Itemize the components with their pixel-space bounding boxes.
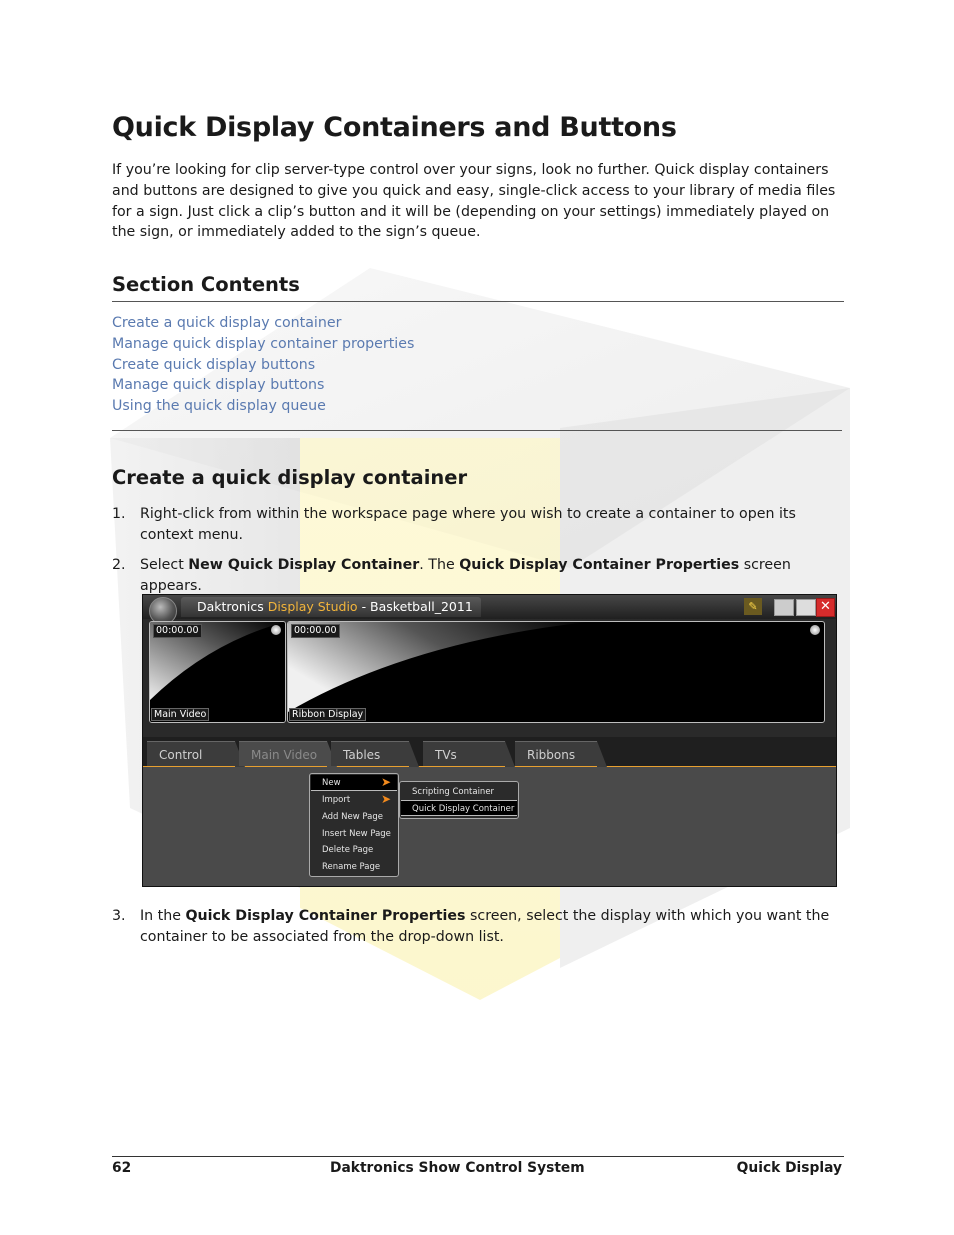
window-controls (744, 598, 834, 616)
menu-item-delete-page[interactable]: Delete Page (322, 845, 374, 855)
step-text (140, 906, 844, 948)
bold-run: Quick Display Container Properties (185, 908, 466, 924)
section-heading: Create a quick display container (112, 466, 468, 489)
footer-divider (112, 1156, 844, 1157)
submenu-arrow-icon: ➤ (380, 775, 391, 789)
preview-ribbon-display[interactable] (287, 621, 825, 723)
tab-control[interactable]: Control (147, 741, 235, 766)
step-number: 1. (112, 506, 126, 522)
footer-section: Quick Display (736, 1160, 842, 1176)
toc-link[interactable]: Create a quick display container (112, 315, 342, 331)
toc-link[interactable]: Manage quick display buttons (112, 377, 325, 394)
tab-bar (143, 737, 836, 767)
text-run: screen appears. (140, 557, 791, 594)
submenu-new (399, 781, 519, 819)
divider (112, 430, 842, 431)
step-1 (112, 504, 844, 546)
menu-item-add-new-page[interactable]: Add New Page (322, 812, 383, 822)
preview-gradient (288, 622, 824, 722)
menu-item-insert-new-page[interactable]: Insert New Page (322, 829, 391, 839)
menu-label: New (322, 778, 341, 788)
menu-label: Import (322, 795, 351, 805)
edit-pencil-icon[interactable]: ✎ (744, 598, 762, 615)
document-name: - Basketball_2011 (361, 599, 473, 614)
step-number: 2. (112, 557, 126, 573)
title-bar (143, 595, 836, 619)
text-run: screen, select the display with which you want the container to be associated from the drop-down list. (140, 908, 830, 945)
intro-paragraph: If you’re looking for clip server-type control over your signs, look no further. Quick display containers and buttons are designed to give you quick and easy, single-click access to your library of media files for a sign. Just click a clip’s button and it will be (depending on your settings) immediately played on the sign, or immediately added to the sign’s queue. (112, 162, 836, 241)
text-run: In the (140, 908, 186, 924)
tab-tables[interactable]: Tables (331, 741, 409, 766)
page-title: Quick Display Containers and Buttons (112, 112, 677, 143)
submenu-item-scripting-container[interactable]: Scripting Container (412, 787, 495, 797)
menu-item-rename-page[interactable]: Rename Page (322, 862, 381, 872)
toc-link[interactable]: Using the quick display queue (112, 398, 326, 415)
step-number: 3. (112, 908, 126, 924)
menu-item-new[interactable] (311, 775, 397, 791)
maximize-button[interactable] (796, 599, 816, 616)
submenu-arrow-icon: ➤ (380, 792, 391, 806)
app-product: Display Studio (267, 599, 358, 614)
preview-main-video[interactable] (149, 621, 286, 723)
page-number: 62 (112, 1160, 132, 1176)
text-run: Select (140, 557, 189, 573)
timecode: 00:00.00 (291, 624, 340, 638)
toc-link[interactable]: Create quick display buttons (112, 356, 316, 373)
section-contents-heading: Section Contents (112, 273, 300, 296)
toc-link[interactable]: Manage quick display container properties (112, 335, 415, 352)
text-run: . The (419, 557, 460, 573)
bold-run: New Quick Display Container (188, 557, 420, 573)
section-contents-list (112, 313, 414, 417)
minimize-button[interactable] (774, 599, 794, 616)
bold-run: Quick Display Container Properties (459, 557, 740, 573)
timecode: 00:00.00 (153, 624, 202, 638)
step-2 (112, 555, 844, 597)
submenu-item-quick-display-container[interactable]: Quick Display Container (401, 800, 517, 816)
tab-main-video[interactable]: Main Video (239, 741, 327, 766)
app-screenshot (142, 594, 837, 887)
close-button[interactable]: ✕ (816, 598, 835, 617)
status-dot-icon (810, 625, 820, 635)
tab-ribbons[interactable]: Ribbons (515, 741, 597, 766)
tab-tvs[interactable]: TVs (423, 741, 505, 766)
footer-title: Daktronics Show Control System (330, 1160, 585, 1176)
app-name: Daktronics (197, 599, 264, 614)
menu-item-import[interactable] (311, 792, 397, 808)
step-text (140, 555, 844, 597)
status-dot-icon (271, 625, 281, 635)
step-text: Right-click from within the workspace page where you wish to create a container to open its context menu. (140, 506, 796, 543)
window-title (197, 599, 473, 614)
preview-label: Main Video (151, 708, 209, 721)
preview-label: Ribbon Display (289, 708, 366, 721)
step-3 (112, 906, 844, 948)
divider (112, 301, 844, 302)
context-menu (309, 773, 399, 877)
